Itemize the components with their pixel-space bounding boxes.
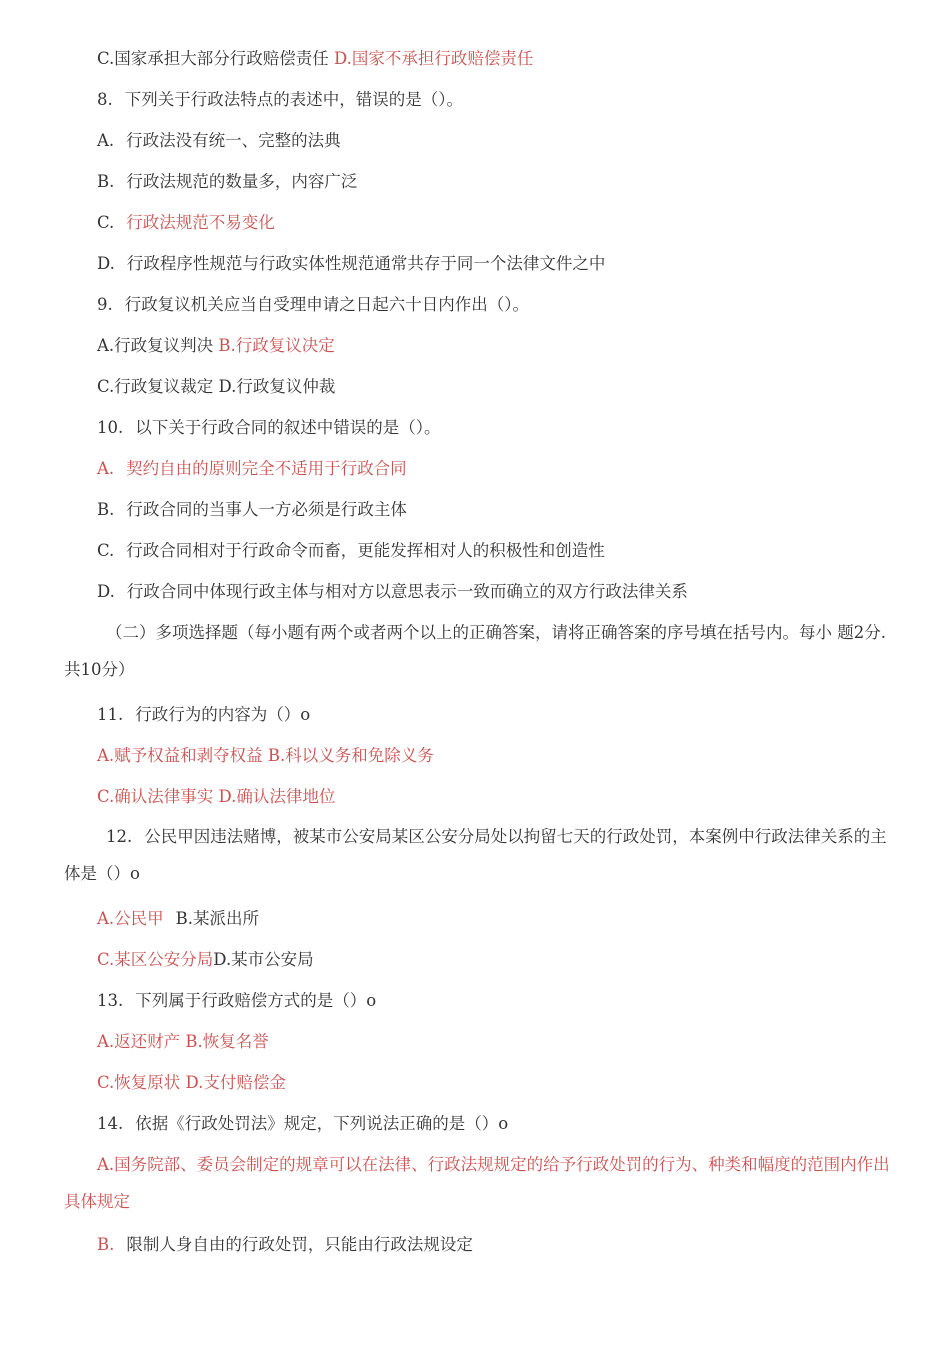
question-9: 9. 行政复议机关应当自受理申请之日起六十日内作出（）。 <box>97 295 529 314</box>
q11-options-ab: A.赋予权益和剥夺权益 B.科以义务和免除义务 <box>97 746 434 765</box>
q8-option-b: B. 行政法规范的数量多，内容广泛 <box>97 172 358 191</box>
question-14: 14. 依据《行政处罚法》规定，下列说法正确的是（）o <box>97 1114 509 1133</box>
q14-option-b: B. 限制人身自由的行政处罚，只能由行政法规设定 <box>97 1235 473 1254</box>
question-12: 12. 公民甲因违法赌博，被某市公安局某区公安分局处以拘留七天的行政处罚，本案例中行政法律关系的主体是（）o <box>64 827 887 883</box>
q10-option-c: C. 行政合同相对于行政命令而畜，更能发挥相对人的积极性和创造性 <box>97 541 605 560</box>
question-10: 10. 以下关于行政合同的叙述中错误的是（）。 <box>97 418 441 437</box>
q10-option-b: B. 行政合同的当事人一方必须是行政主体 <box>97 500 407 519</box>
q8-option-d: D. 行政程序性规范与行政实体性规范通常共存于同一个法律文件之中 <box>97 254 606 273</box>
q8-option-a: A. 行政法没有统一、完整的法典 <box>97 131 341 150</box>
question-13: 13. 下列属于行政赔偿方式的是（）o <box>97 991 377 1010</box>
q10-option-d: D. 行政合同中体现行政主体与相对方以意思表示一致而确立的双方行政法律关系 <box>97 582 688 601</box>
q11-options-cd: C.确认法律事实 D.确认法律地位 <box>97 787 336 806</box>
question-8: 8. 下列关于行政法特点的表述中，错误的是（）。 <box>97 90 463 109</box>
q14-option-a: A.国务院部、委员会制定的规章可以在法律、行政法规规定的给予行政处罚的行为、种类和幅度的范围内作出具体规定 <box>64 1155 890 1211</box>
q9-options-cd: C.行政复议裁定 D.行政复议仲裁 <box>97 377 336 396</box>
q12-options-cd: C.某区公安分局D.某市公安局 <box>97 950 314 969</box>
q12-options-ab: A.公民甲 B.某派出所 <box>97 909 260 928</box>
section-heading: （二）多项选择题（每小题有两个或者两个以上的正确答案，请将正确答案的序号填在括号内。每小 题2分.共10分） <box>64 623 886 679</box>
q13-options-ab: A.返还财产 B.恢复名誉 <box>97 1032 269 1051</box>
q13-options-cd: C.恢复原状 D.支付赔偿金 <box>97 1073 286 1092</box>
question-11: 11. 行政行为的内容为（）o <box>97 705 311 724</box>
q8-option-c: C. 行政法规范不易变化 <box>97 213 275 232</box>
q9-options-ab: A.行政复议判决 B.行政复议决定 <box>97 336 335 355</box>
q10-option-a: A. 契约自由的原则完全不适用于行政合同 <box>97 459 407 478</box>
q7-options-cd: C.国家承担大部分行政赔偿责任 D.国家不承担行政赔偿责任 <box>97 49 534 68</box>
